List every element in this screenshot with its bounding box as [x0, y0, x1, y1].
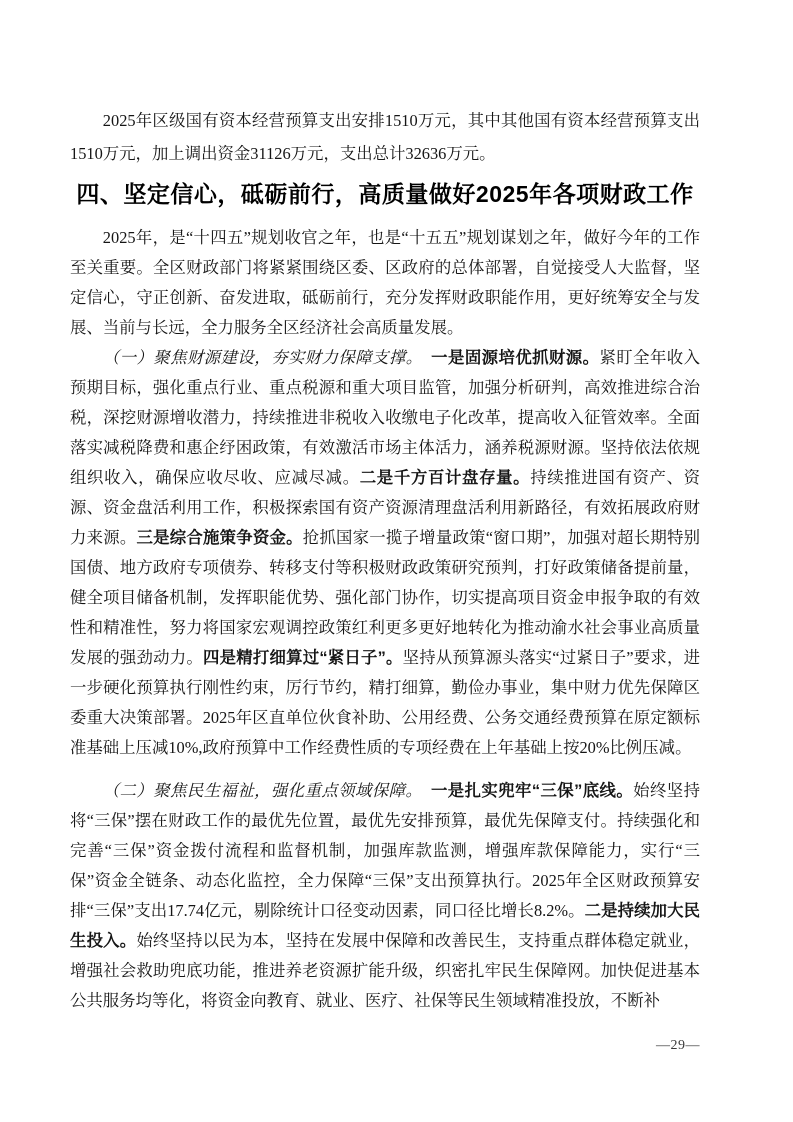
emphasis-phrase: 一是扎实兜牢“三保”底线。 — [430, 782, 634, 800]
body-text: 紧盯全年收入预期目标，强化重点行业、重点税源和重大项目监管，加强分析研判，高效推进综合治税，深挖财源增收潜力，持续推进非税收入收缴电子化改革，提高收入征管效率。全面落实减税降费和惠企纾困政策，有效激活市场主体活力，涵养税源财源。坚持依法依规组织收入，确保应收尽收、应减尽减。 — [70, 348, 701, 487]
body-text: 始终坚持将“三保”摆在财政工作的最优先位置，最优先安排预算，最优先保障支付。持续强化和完善“三保”资金拨付流程和监督机制，加强库款监测，增强库款保障能力，实行“三保”资金全链条、动态化监控，全力保障“三保”支出预算执行。2025年全区财政预算安排“三保”支出17.74亿元，剔除统计口径变动因素，同口径比增长8.2%。 — [70, 781, 701, 920]
body-text: 持续推进国有资产、资源、资金盘活利用工作，积极探索国有资产资源清理盘活利用新路径，有效拓展政府财力来源。 — [70, 468, 701, 547]
intro-paragraph: 2025年区级国有资本经营预算支出安排1510万元，其中其他国有资本经营预算支出1510万元，加上调出资金31126万元，支出总计32636万元。 — [70, 111, 700, 163]
page-number: —29— — [656, 1038, 700, 1053]
body-text: 抢抓国家一揽子增量政策“窗口期”，加强对超长期特别国债、地方政府专项债券、转移支付等积极财政政策研究预判，打好政策储备提前量，健全项目储备机制，发挥职能优势、强化部门协作，切实提高项目资金申报争取的有效性和精准性，努力将国家宏观调控政策红利更多更好地转化为推动渝水社会事业高质量发展的强劲动力。 — [70, 528, 701, 667]
emphasis-phrase: 一是固源培优抓财源。 — [431, 349, 600, 367]
subsection-1-lead: （一）聚焦财源建设，夯实财力保障支撑。 — [102, 348, 432, 367]
emphasis-phrase: 三是综合施策争资金。 — [136, 529, 303, 547]
subsection-2-lead: （二）聚焦民生福祉，强化重点领域保障。 — [102, 781, 431, 800]
body-text: 坚持从预算源头落实“过紧日子”要求，进一步硬化预算执行刚性约束，厉行节约，精打细算，勤俭办事业，集中财力优先保障区委重大决策部署。2025年区直单位伙食补助、公用经费、公务交通经费预算在原定额标准基础上压减10%,政府预算中工作经费性质的专项经费在上年基础上按20%比例压减。 — [70, 648, 700, 757]
subsection-paragraph-2 — [70, 776, 700, 1016]
emphasis-phrase: 二是持续加大民生投入。 — [70, 902, 700, 950]
emphasis-phrase: 二是千方百计盘存量。 — [359, 469, 531, 487]
subsection-paragraph-1 — [70, 343, 700, 763]
body-text: 始终坚持以民为本，坚持在发展中保障和改善民生，支持重点群体稳定就业，增强社会救助兜底功能，推进养老资源扩能升级，织密扎牢民生保障网。加快促进基本公共服务均等化，将资金向教育、就业、医疗、社保等民生领域精准投放，不断补 — [70, 931, 701, 1010]
section-heading: 四、坚定信心，砥砺前行，高质量做好2025年各项财政工作 — [76, 181, 694, 207]
emphasis-phrase: 四是精打细算过“紧日子”。 — [202, 649, 403, 667]
overview-paragraph: 2025年，是“十四五”规划收官之年，也是“十五五”规划谋划之年，做好今年的工作至关重要。全区财政部门将紧紧围绕区委、区政府的总体部署，自觉接受人大监督，坚定信心，守正创新、奋发进取，砥砺前行，充分发挥财政职能作用，更好统筹安全与发展、当前与长远，全力服务全区经济社会高质量发展。 — [70, 228, 700, 337]
